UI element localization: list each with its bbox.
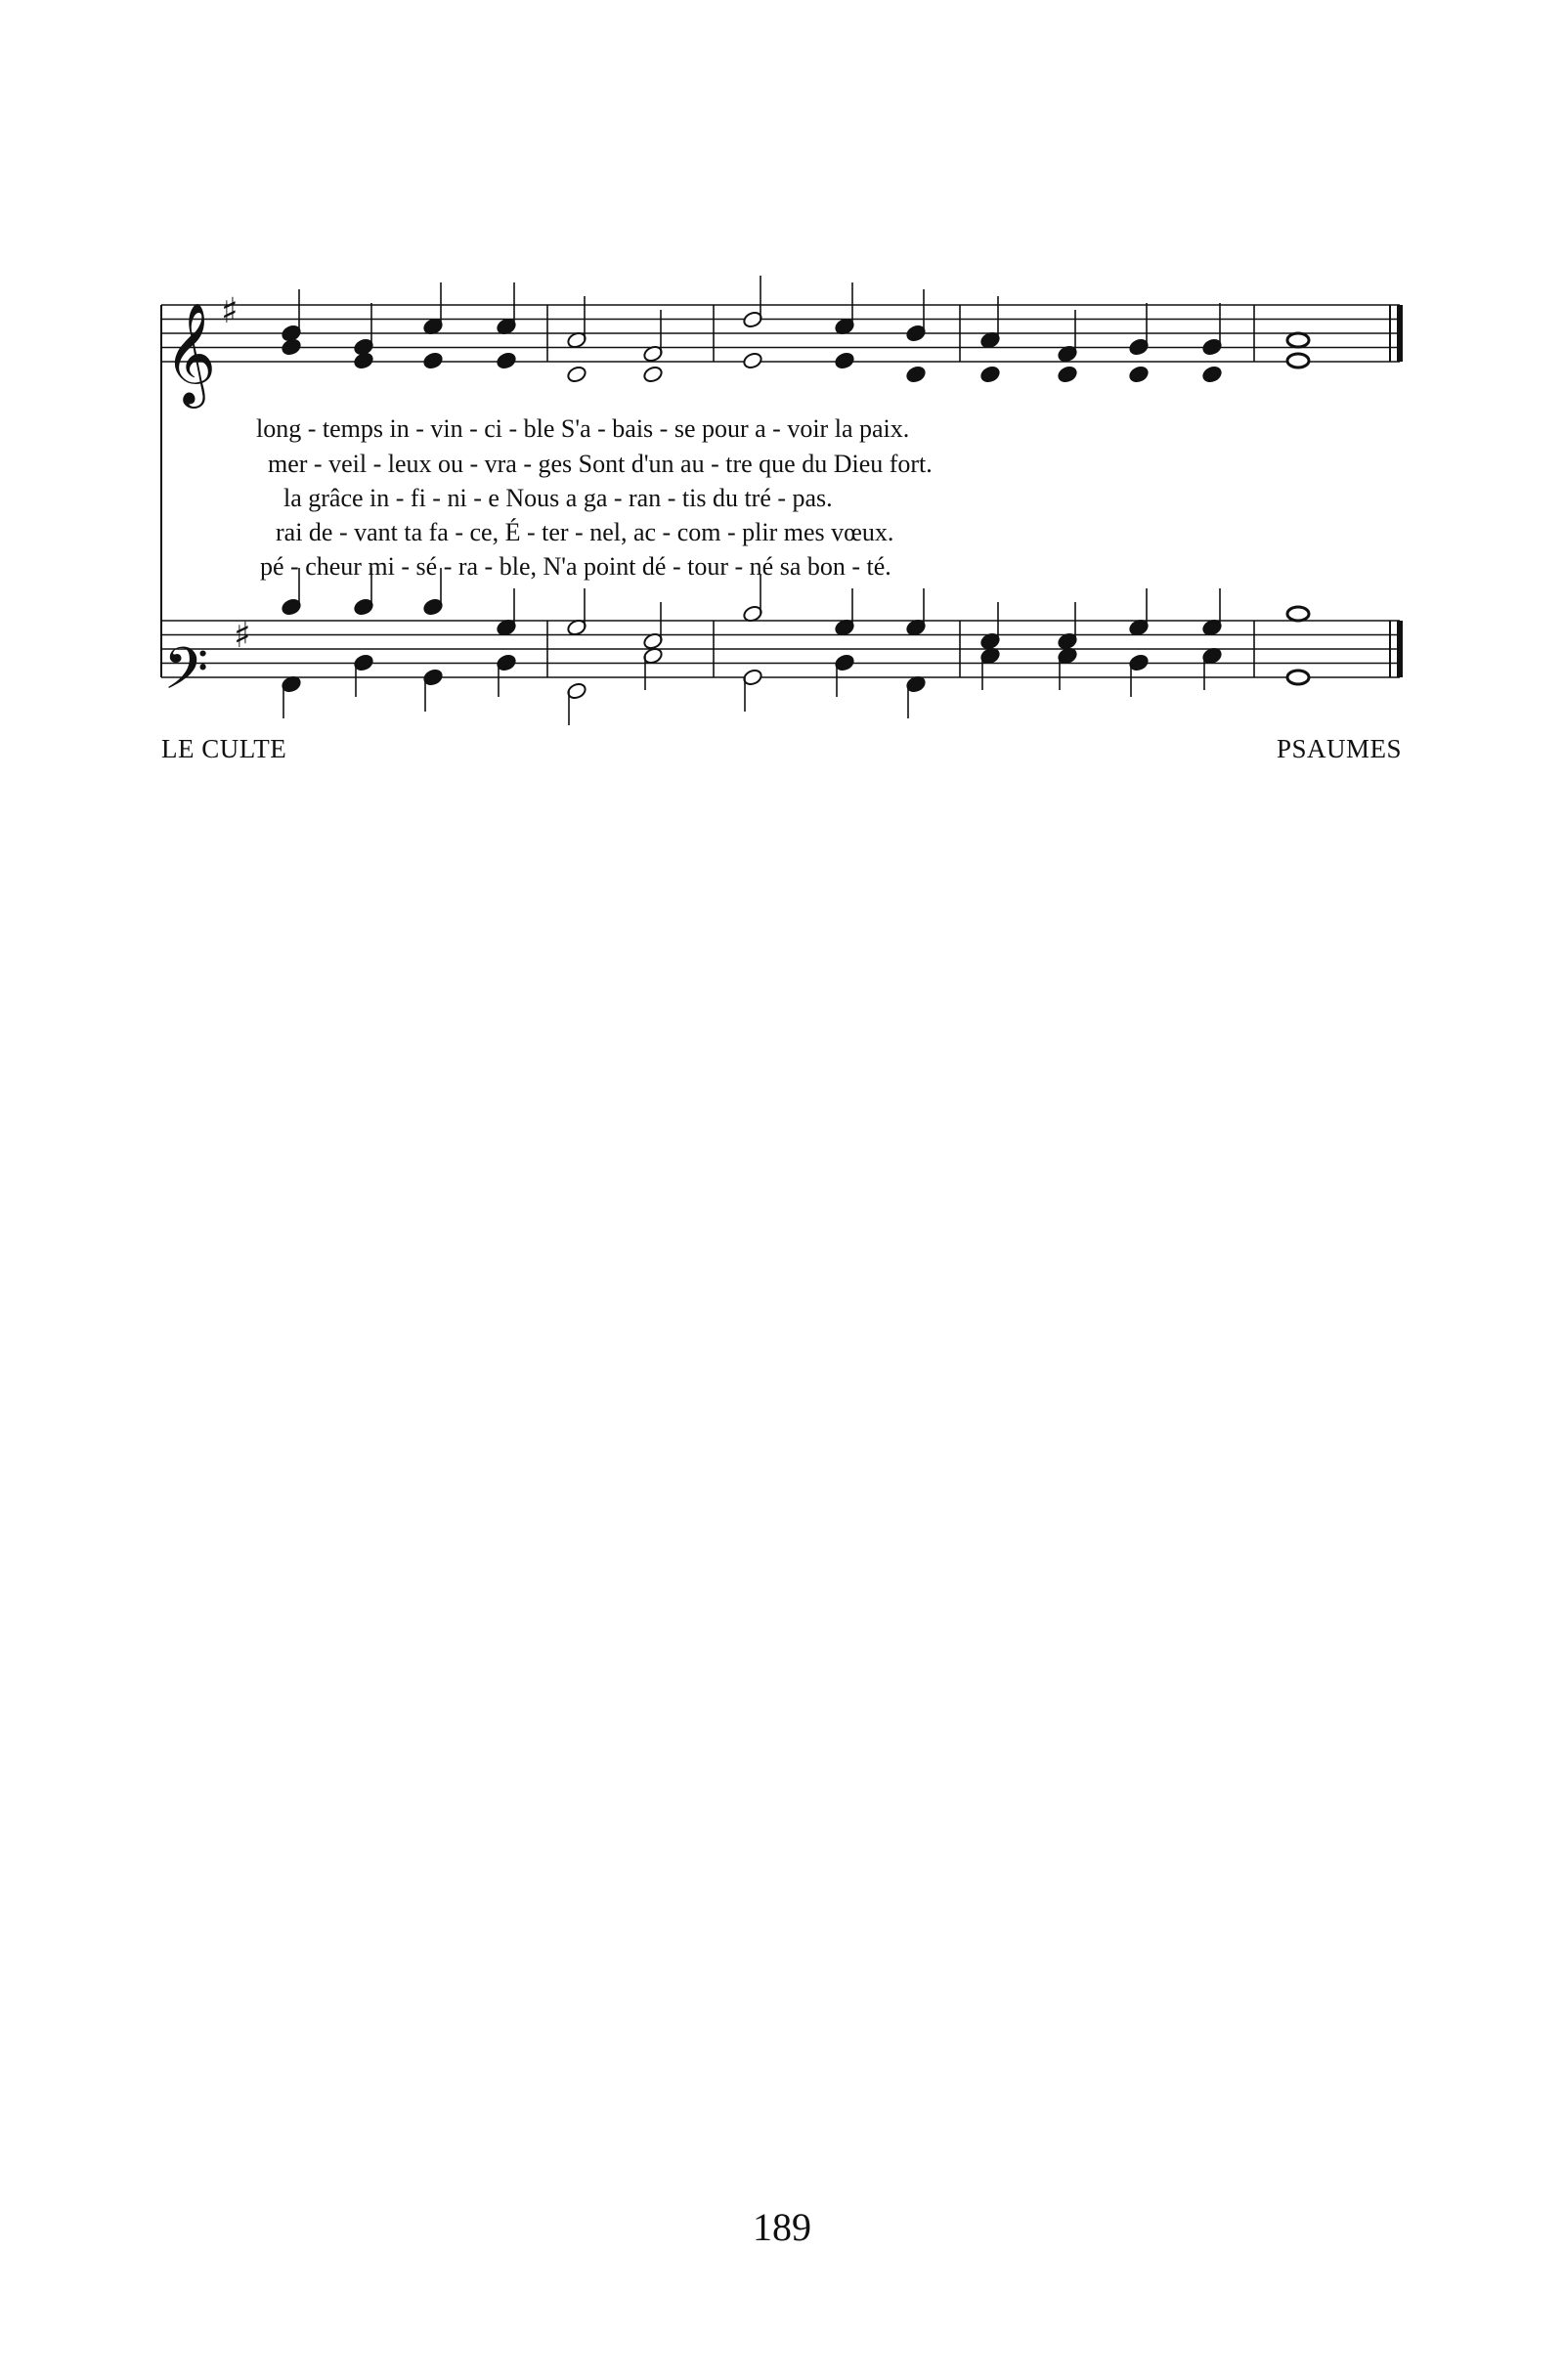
page-number: 189 <box>753 2205 811 2249</box>
quarter-note <box>1057 365 1078 383</box>
quarter-note <box>834 351 855 369</box>
svg-text:♯: ♯ <box>221 291 239 331</box>
half-note <box>566 365 587 383</box>
footer-section-right: PSAUMES <box>1276 734 1402 763</box>
quarter-note <box>905 365 927 383</box>
treble-clef-icon <box>164 302 216 409</box>
half-note <box>742 351 763 369</box>
whole-note <box>1287 671 1309 684</box>
svg-text:𝄢: 𝄢 <box>163 634 209 716</box>
whole-note <box>1287 607 1309 621</box>
quarter-note <box>496 351 517 369</box>
music-score <box>0 0 1564 782</box>
lyric-line-2: mer - veil - leux ou - vra - ges Sont d'un au - tre que du Dieu fort. <box>268 450 933 478</box>
quarter-note <box>422 351 444 369</box>
lyric-line-4: rai de - vant ta fa - ce, É - ter - nel, ac - com - plir mes vœux. <box>276 518 894 546</box>
lyric-line-3: la grâce in - fi - ni - e Nous a ga - ran - tis du tré - pas. <box>283 484 833 512</box>
key-signature-sharp-treble <box>221 291 238 331</box>
bass-clef-icon <box>163 634 208 716</box>
key-signature-sharp-bass <box>234 616 250 656</box>
quarter-note <box>1201 365 1223 383</box>
svg-text:𝄞: 𝄞 <box>164 302 217 405</box>
quarter-note <box>1128 365 1150 383</box>
lyrics <box>256 414 933 581</box>
footer-section-left: LE CULTE <box>161 734 287 763</box>
quarter-note <box>979 365 1001 383</box>
svg-text:♯: ♯ <box>234 616 251 656</box>
lyric-line-1: long - temps in - vin - ci - ble S'a - bais - se pour a - voir la paix. <box>256 414 910 443</box>
quarter-note <box>353 351 374 369</box>
lyric-line-5: pé - cheur mi - sé - ra - ble, N'a point dé - tour - né sa bon - té. <box>260 552 891 581</box>
half-note <box>642 365 664 383</box>
whole-note <box>1287 333 1309 347</box>
whole-note <box>1287 354 1309 368</box>
quarter-note <box>281 337 302 356</box>
